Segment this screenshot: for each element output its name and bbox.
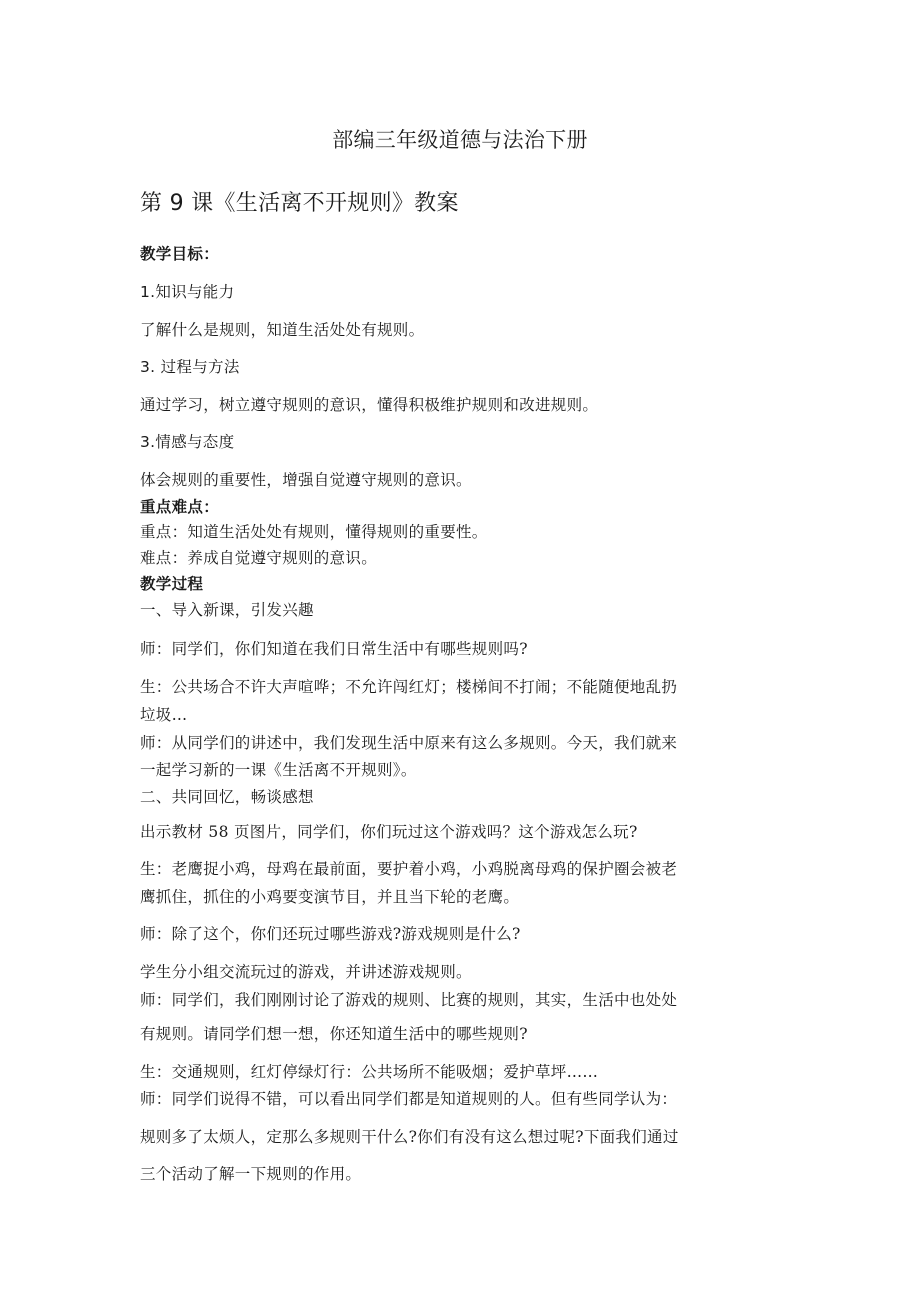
goal3-heading: 3.情感与态度 (140, 433, 235, 451)
goal3-text: 体会规则的重要性，增强自觉遵守规则的意识。 (140, 471, 472, 489)
paragraph-9: 生：交通规则，红灯停绿灯行：公共场所不能吸烟；爱护草坪…… (140, 1063, 599, 1081)
paragraph-2-line-2: 垃圾… (140, 706, 188, 724)
document-title: 部编三年级道德与法治下册 (332, 128, 588, 152)
goal1-heading: 1.知识与能力 (140, 283, 235, 301)
paragraph-1: 师：同学们，你们知道在我们日常生活中有哪些规则吗? (140, 640, 528, 658)
section2-heading: 二、共同回忆，畅谈感想 (140, 788, 314, 806)
paragraph-5-line-2: 鹰抓住，抓住的小鸡要变演节目，并且当下轮的老鹰。 (140, 888, 520, 906)
paragraph-10-line-2: 规则多了太烦人，定那么多规则干什么?你们有没有这么想过呢?下面我们通过 (140, 1128, 679, 1146)
keypoints-heading: 重点难点： (140, 498, 220, 516)
paragraph-10-line-1: 师：同学们说得不错，可以看出同学们都是知道规则的人。但有些同学认为： (140, 1090, 678, 1108)
goal1-text: 了解什么是规则，知道生活处处有规则。 (140, 321, 425, 339)
paragraph-2-line-1: 生：公共场合不许大声喧哗；不允许闯红灯；楼梯间不打闹；不能随便地乱扔 (140, 678, 678, 696)
paragraph-4: 出示教材 58 页图片，同学们，你们玩过这个游戏吗？这个游戏怎么玩? (140, 823, 638, 841)
paragraph-6: 师：除了这个，你们还玩过哪些游戏?游戏规则是什么? (140, 925, 521, 943)
process-heading: 教学过程 (140, 575, 204, 593)
paragraph-8-line-1: 师：同学们，我们刚刚讨论了游戏的规则、比赛的规则，其实，生活中也处处 (140, 991, 678, 1009)
paragraph-10-line-3: 三个活动了解一下规则的作用。 (140, 1165, 362, 1183)
paragraph-7: 学生分小组交流玩过的游戏，并讲述游戏规则。 (140, 963, 472, 981)
paragraph-3-line-1: 师：从同学们的讲述中，我们发现生活中原来有这么多规则。今天，我们就来 (140, 734, 678, 752)
keypoint-text: 重点：知道生活处处有规则，懂得规则的重要性。 (140, 523, 488, 541)
difficulty-text: 难点：养成自觉遵守规则的意识。 (140, 549, 378, 567)
section1-heading: 一、导入新课，引发兴趣 (140, 601, 314, 619)
goal2-text: 通过学习，树立遵守规则的意识，懂得积极维护规则和改进规则。 (140, 396, 599, 414)
paragraph-8-line-2: 有规则。请同学们想一想，你还知道生活中的哪些规则? (140, 1025, 528, 1043)
lesson-title: 第 9 课《生活离不开规则》教案 (140, 191, 459, 216)
goals-heading: 教学目标： (140, 245, 220, 263)
paragraph-5-line-1: 生：老鹰捉小鸡，母鸡在最前面，要护着小鸡，小鸡脱离母鸡的保护圈会被老 (140, 860, 678, 878)
paragraph-3-line-2: 一起学习新的一课《生活离不开规则》。 (140, 761, 417, 779)
goal2-heading: 3. 过程与方法 (140, 358, 240, 376)
